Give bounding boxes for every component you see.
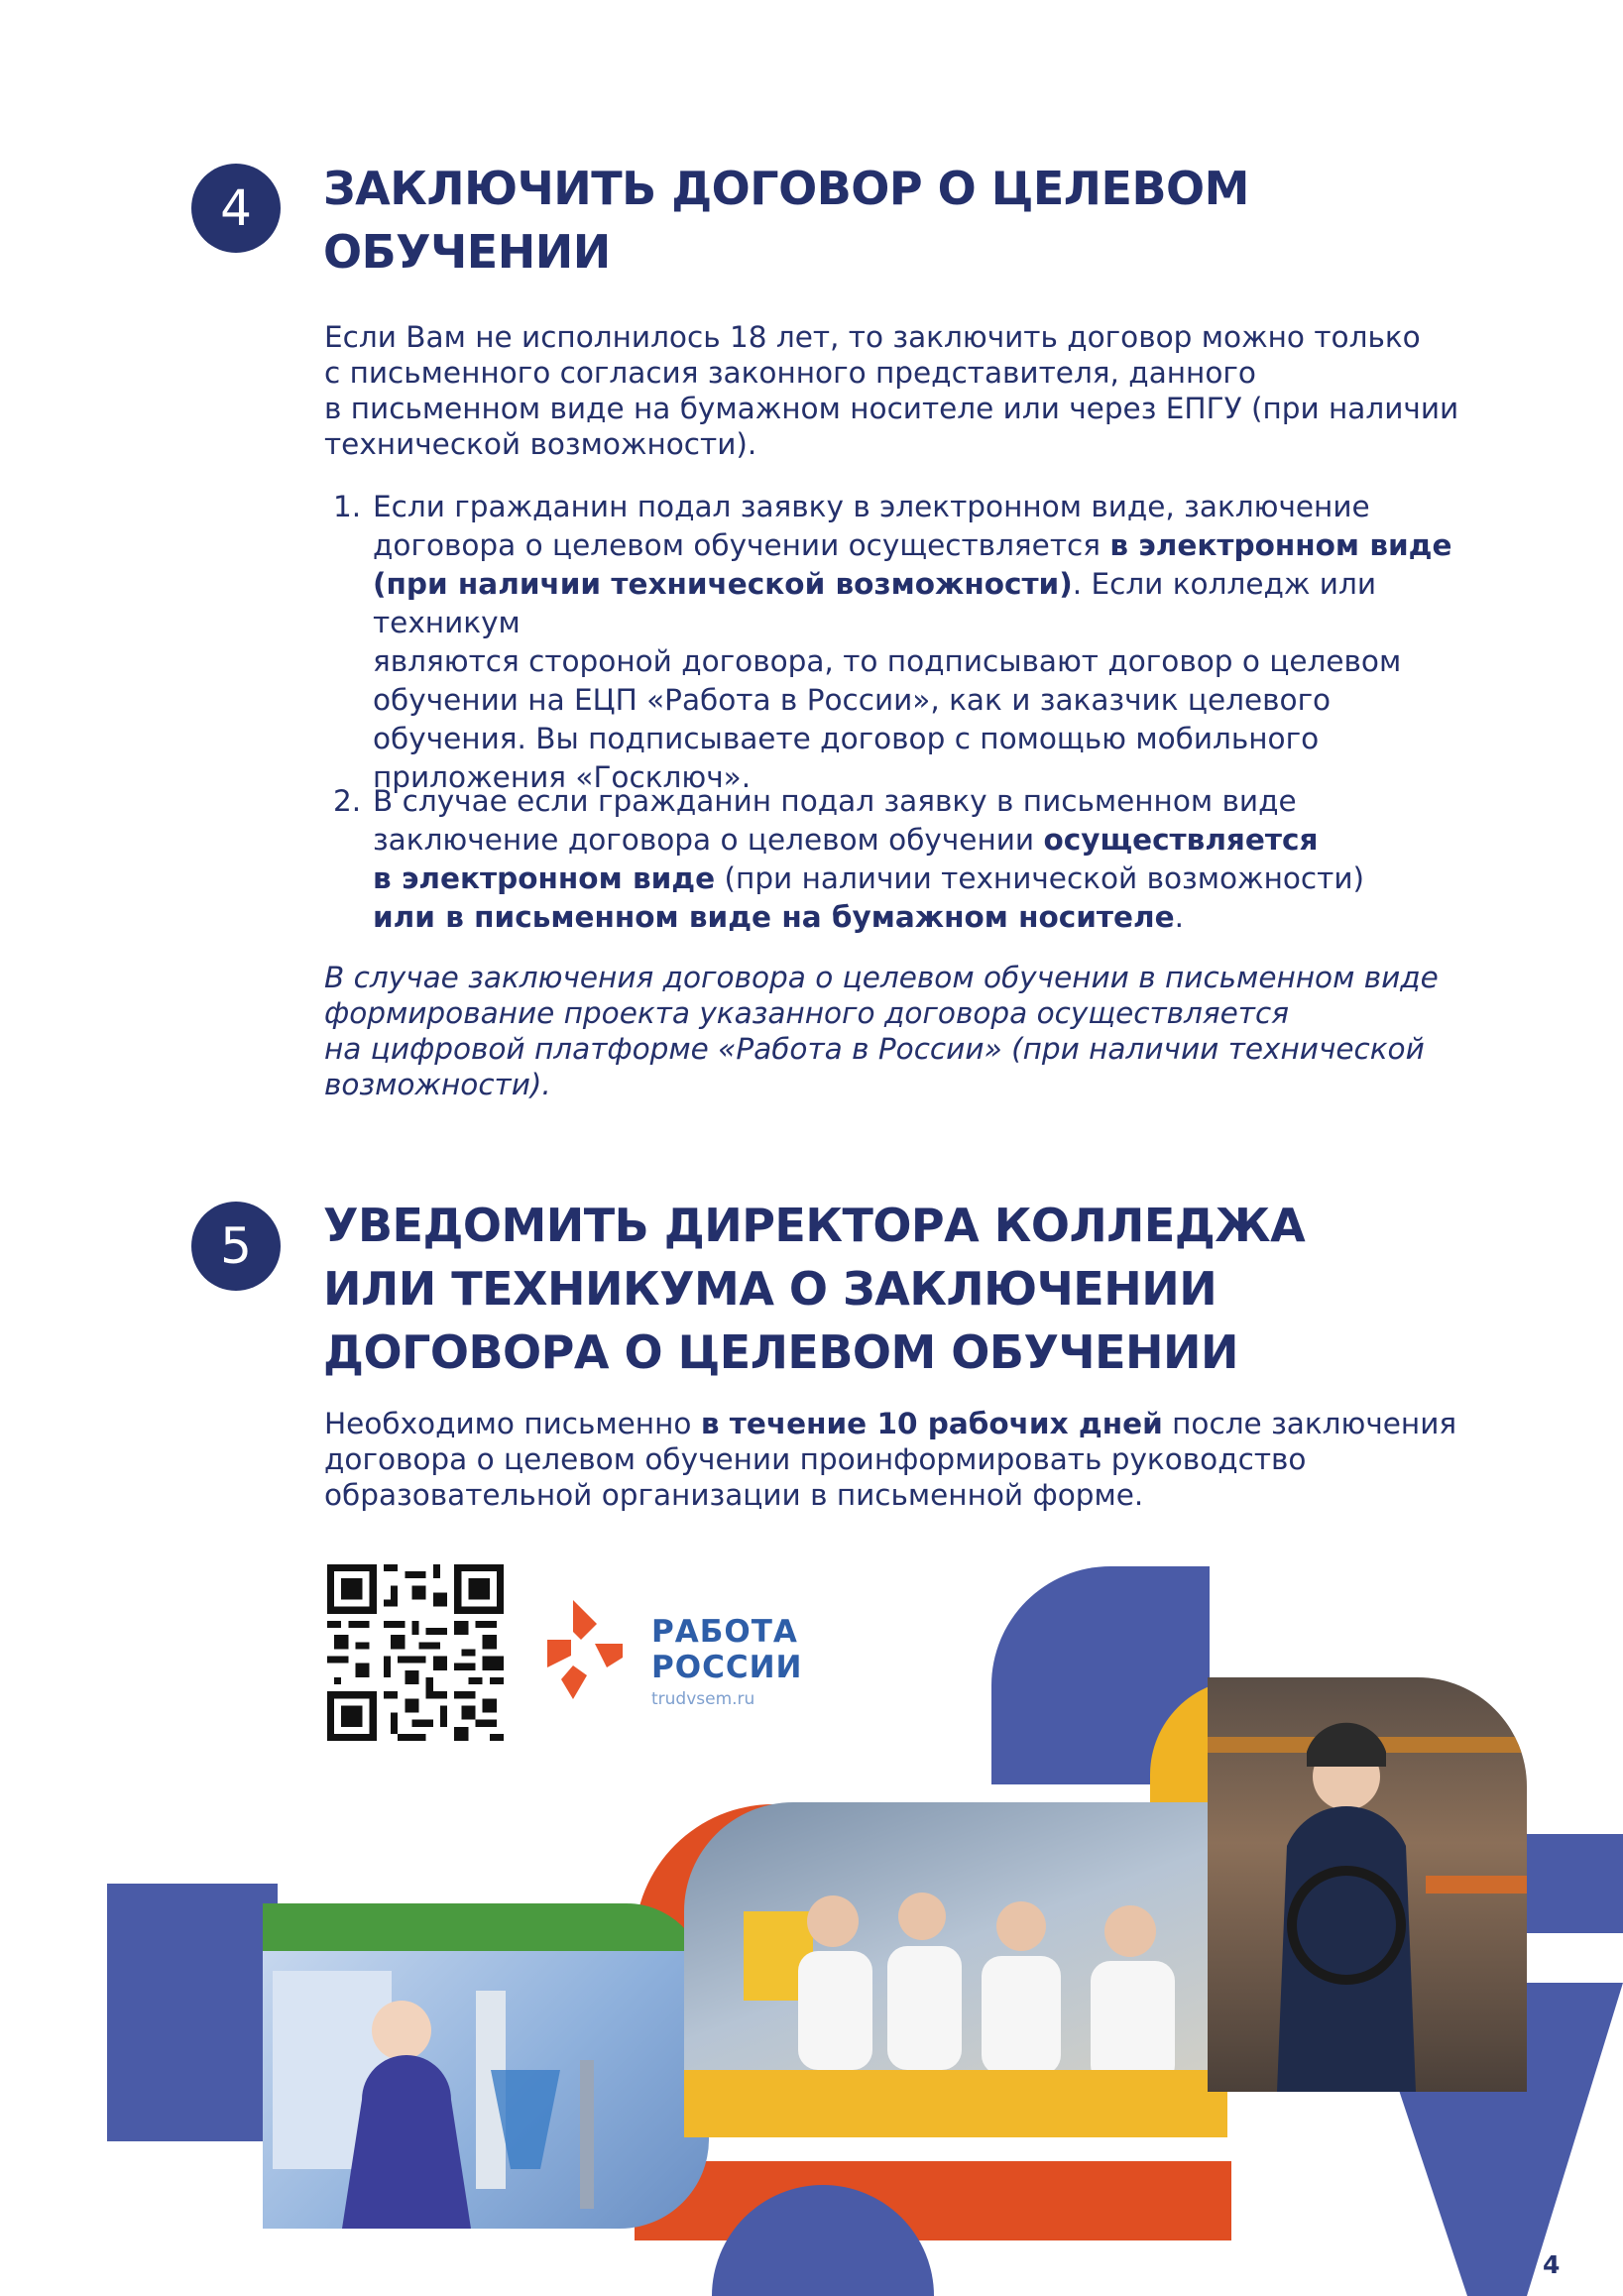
text-line: возможности). [324, 1068, 551, 1101]
text-line: Если Вам не исполнилось 18 лет, то заключить договор можно только [324, 320, 1421, 354]
title-line: ЗАКЛЮЧИТЬ ДОГОВОР О ЦЕЛЕВОМ [323, 162, 1249, 215]
text-line: после заключения [1162, 1407, 1457, 1440]
text-line: договора о целевом обучении осуществляется [373, 528, 1110, 562]
text-line: образовательной организации в письменной форме. [324, 1478, 1144, 1512]
title-line: ОБУЧЕНИИ [323, 225, 611, 279]
text-line: В случае если гражданин подал заявку в письменном виде [373, 784, 1297, 818]
text-line: приложения «Госключ». [373, 760, 752, 794]
bold-text: (при наличии технической возможности) [373, 567, 1073, 601]
text-line: . Если колледж или техникум [373, 567, 1377, 639]
red-band [635, 2161, 1231, 2240]
title-line: ИЛИ ТЕХНИКУМА О ЗАКЛЮЧЕНИИ [323, 1262, 1217, 1316]
text-line: являются стороной договора, то подписывают договор о целевом [373, 644, 1402, 678]
logo-url: trudvsem.ru [651, 1689, 755, 1709]
text-line: технической возможности). [324, 427, 757, 461]
text-line: В случае заключения договора о целевом обучении в письменном виде [324, 961, 1439, 994]
logo-line: РАБОТА [651, 1614, 798, 1650]
text-line: обучении на ЕЦП «Работа в России», как и заказчик целевого [373, 683, 1332, 717]
page-number: 4 [1543, 2250, 1561, 2279]
text-line: заключение договора о целевом обучении [373, 823, 1044, 857]
list-number: 1. [333, 490, 362, 523]
text-line: на цифровой платформе «Работа в России» (при наличии технической [324, 1032, 1425, 1066]
photo-lab-student [263, 1951, 709, 2229]
text-line: с письменного согласия законного представителя, данного [324, 356, 1256, 390]
text-line: Если гражданин подал заявку в электронном виде, заключение [373, 490, 1370, 523]
bold-text: осуществляется [1043, 823, 1319, 857]
list-number: 2. [333, 784, 362, 818]
photo-students-workshop [684, 1802, 1227, 2137]
logo-line: РОССИИ [651, 1650, 803, 1685]
text-line: Необходимо письменно [324, 1407, 701, 1440]
bold-text: в течение 10 рабочих дней [700, 1407, 1163, 1440]
text-line: . [1174, 900, 1185, 934]
blue-block-left [107, 1884, 278, 2141]
text-line: формирование проекта указанного договора осуществляется [324, 996, 1289, 1030]
text-line: (при наличии технической возможности) [715, 861, 1365, 895]
photo-welder [1208, 1677, 1527, 2092]
bold-text: или в письменном виде на бумажном носителе [373, 900, 1175, 934]
step-number: 5 [220, 1217, 252, 1275]
title-line: ДОГОВОРА О ЦЕЛЕВОМ ОБУЧЕНИИ [323, 1325, 1239, 1379]
title-line: УВЕДОМИТЬ ДИРЕКТОРА КОЛЛЕДЖА [323, 1199, 1306, 1252]
bold-text: в электронном виде [1109, 528, 1452, 562]
text-line: обучения. Вы подписываете договор с помощью мобильного [373, 722, 1320, 755]
text-line: в письменном виде на бумажном носителе или через ЕПГУ (при наличии [324, 392, 1459, 425]
bold-text: в электронном виде [373, 861, 716, 895]
text-line: договора о целевом обучении проинформировать руководство [324, 1442, 1307, 1476]
step-number: 4 [220, 179, 252, 237]
